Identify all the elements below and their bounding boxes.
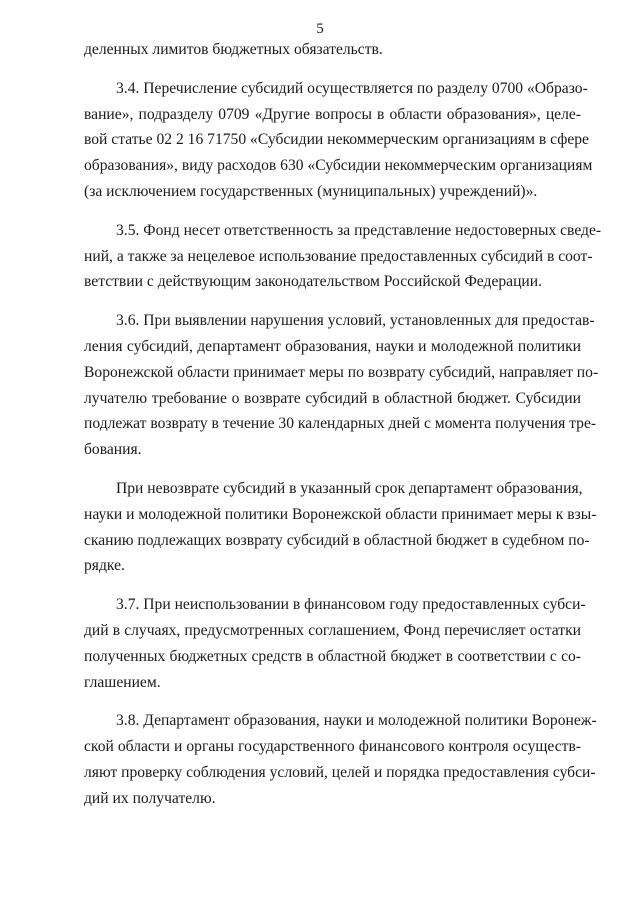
text-line: ний, а также за нецелевое использование предоставленных субсидий в соот- — [84, 247, 593, 265]
body-text — [84, 37, 602, 825]
text-line: 3.5. Фонд несет ответственность за представление недостоверных сведе- — [116, 221, 602, 239]
paragraph-p-3-5 — [84, 218, 602, 295]
paragraph-p-3-6-cont — [84, 476, 597, 579]
text-line: вание», подразделу 0709 «Другие вопросы в области образования», целе- — [84, 105, 581, 123]
text-line: При невозврате субсидий в указанный срок департамент образования, — [116, 479, 583, 497]
text-line: ляют проверку соблюдения условий, целей и порядка предоставления субси- — [84, 763, 596, 781]
paragraph-p-3-6 — [84, 308, 599, 463]
text-line: бования. — [84, 441, 142, 459]
text-line: дий их получателю. — [84, 789, 216, 807]
text-line: ветствии с действующим законодательством Российской Федерации. — [84, 273, 543, 291]
text-line: Воронежской области принимает меры по возврату субсидий, направляет по- — [84, 363, 599, 381]
text-line: сканию подлежащих возврату субсидий в областной бюджет в судебном по- — [84, 531, 590, 549]
text-line: полученных бюджетных средств в областной бюджет в соответствии с со- — [84, 647, 581, 665]
paragraph-p-3-7 — [84, 592, 586, 695]
text-line: ской области и органы государственного финансового контроля осуществ- — [84, 738, 581, 756]
page-number: 5 — [316, 21, 324, 37]
paragraph-p-3-8 — [84, 708, 597, 811]
text-line: подлежат возврату в течение 30 календарных дней с момента получения тре- — [84, 415, 597, 433]
text-line: деленных лимитов бюджетных обязательств. — [84, 41, 383, 58]
text-line: науки и молодежной политики Воронежской области принимает меры к взы- — [84, 505, 597, 523]
text-line: (за исключением государственных (муниципальных) учреждений)». — [84, 182, 538, 200]
text-line: 3.8. Департамент образования, науки и молодежной политики Воронеж- — [116, 712, 597, 730]
paragraph-p-continuation — [84, 37, 581, 63]
text-line: 3.4. Перечисление субсидий осуществляется по разделу 0700 «Образо- — [116, 79, 588, 97]
text-line: вой статье 02 2 16 71750 «Субсидии некоммерческим организациям в сфере — [84, 131, 589, 149]
text-line: дий в случаях, предусмотренных соглашением, Фонд перечисляет остатки — [84, 621, 581, 639]
text-line: 3.7. При неиспользовании в финансовом году предоставленных субси- — [116, 596, 586, 614]
text-line: 3.6. При выявлении нарушения условий, установленных для предостав- — [116, 312, 595, 330]
text-line: рядке. — [84, 557, 125, 575]
text-line: образования», виду расходов 630 «Субсидии некоммерческим организациям — [84, 157, 593, 175]
text-line: глашением. — [84, 673, 161, 691]
text-line: лучателю требование о возврате субсидий в областной бюджет. Субсидии — [84, 389, 581, 407]
paragraph-p-3-4 — [84, 76, 593, 205]
text-line: ления субсидий, департамент образования, науки и молодежной политики — [84, 337, 581, 355]
